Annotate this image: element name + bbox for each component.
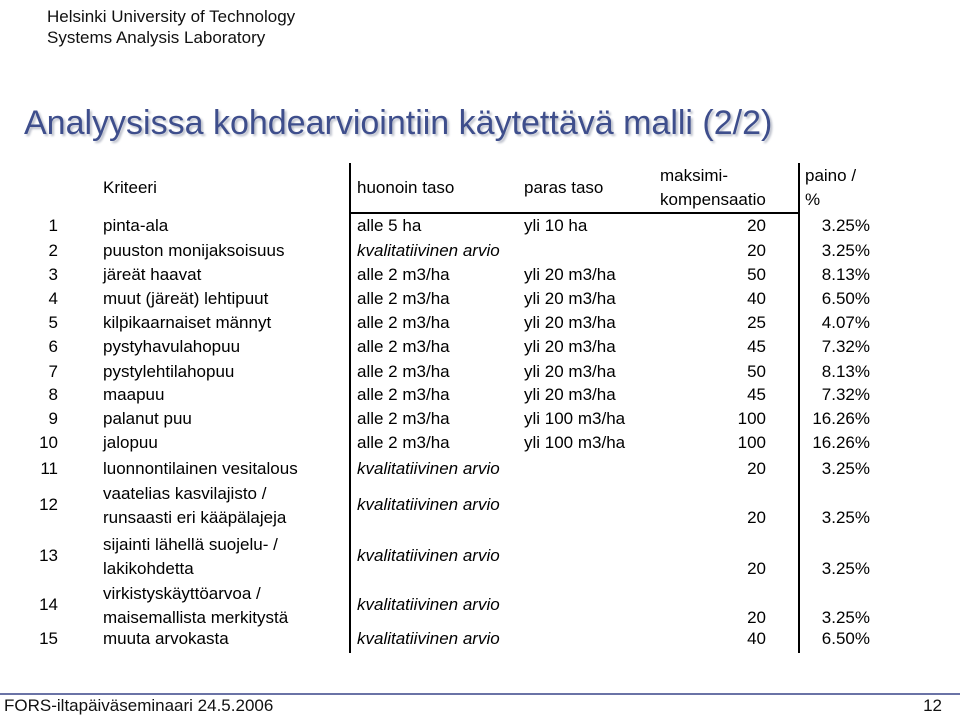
row-worst-level: alle 2 m3/ha [357,362,450,381]
col-header-compensation-line2: kompensaatio [660,190,766,209]
row-criteria: pystylehtilahopuu [103,362,235,381]
row-best-level: yli 20 m3/ha [524,337,616,356]
row-criteria: järeät haavat [103,265,202,284]
row-criteria-line2: lakikohdetta [103,559,194,578]
row-weight: 3.25% [821,216,870,235]
row-number: 15 [39,629,58,648]
row-best-level: yli 20 m3/ha [524,385,616,404]
row-number: 11 [40,459,58,478]
col-header-weight-line2: % [805,190,821,209]
row-weight: 3.25% [821,241,870,260]
table-header-underline [349,212,798,214]
row-worst-level: alle 2 m3/ha [357,433,450,452]
row-weight: 3.25% [821,559,870,578]
row-worst-level: alle 2 m3/ha [357,265,450,284]
col-header-criteria: Kriteeri [103,178,157,197]
row-criteria-line1: virkistyskäyttöarvoa / [103,584,261,603]
row-number: 7 [48,362,58,381]
col-header-best: paras taso [524,178,604,197]
row-criteria-line2: maisemallista merkitystä [103,608,289,627]
row-criteria: palanut puu [103,409,192,428]
row-number: 12 [39,495,58,514]
row-max-compensation: 20 [747,216,766,235]
row-weight: 6.50% [821,289,870,308]
row-number: 10 [39,433,58,452]
row-criteria: maapuu [103,385,165,404]
row-weight: 3.25% [821,608,870,627]
row-worst-level: kvalitatiivinen arvio [357,629,500,648]
table-divider-vertical [349,163,351,653]
row-weight: 8.13% [821,265,870,284]
row-worst-level: kvalitatiivinen arvio [357,241,500,260]
row-criteria-line1: sijainti lähellä suojelu- / [103,535,278,554]
row-worst-level: alle 5 ha [357,216,422,235]
row-criteria: pinta-ala [103,216,169,235]
row-max-compensation: 20 [747,608,766,627]
row-criteria-line1: vaatelias kasvilajisto / [103,484,267,503]
row-number: 2 [48,241,58,260]
row-criteria: muut (järeät) lehtipuut [103,289,269,308]
row-weight: 16.26% [812,409,870,428]
row-worst-level: kvalitatiivinen arvio [357,495,500,514]
row-max-compensation: 20 [747,559,766,578]
row-number: 6 [48,337,58,356]
row-best-level: yli 100 m3/ha [524,409,626,428]
row-worst-level: alle 2 m3/ha [357,409,450,428]
row-worst-level: alle 2 m3/ha [357,313,450,332]
row-max-compensation: 40 [747,289,766,308]
row-best-level: yli 100 m3/ha [524,433,626,452]
row-number: 8 [48,385,58,404]
row-worst-level: alle 2 m3/ha [357,337,450,356]
row-criteria: puuston monijaksoisuus [103,241,285,260]
col-header-weight-line1: paino / [805,166,857,185]
row-criteria-line2: runsaasti eri kääpälajeja [103,508,287,527]
row-weight: 16.26% [812,433,870,452]
row-worst-level: alle 2 m3/ha [357,385,450,404]
row-max-compensation: 45 [747,385,766,404]
row-best-level: yli 20 m3/ha [524,362,616,381]
row-worst-level: kvalitatiivinen arvio [357,546,500,565]
row-worst-level: kvalitatiivinen arvio [357,459,500,478]
row-number: 14 [39,595,58,614]
page-number: 12 [923,696,942,715]
row-worst-level: alle 2 m3/ha [357,289,450,308]
row-best-level: yli 20 m3/ha [524,265,616,284]
row-weight: 7.32% [821,337,870,356]
row-criteria: muuta arvokasta [103,629,229,648]
row-max-compensation: 45 [747,337,766,356]
row-max-compensation: 100 [737,409,766,428]
row-weight: 3.25% [821,459,870,478]
row-number: 5 [48,313,58,332]
row-weight: 3.25% [821,508,870,527]
header-line-university: Helsinki University of Technology [47,7,296,26]
row-criteria: kilpikaarnaiset männyt [103,313,272,332]
row-max-compensation: 20 [747,459,766,478]
row-max-compensation: 20 [747,508,766,527]
footer-event: FORS-iltapäiväseminaari 24.5.2006 [4,696,274,715]
row-criteria: pystyhavulahopuu [103,337,241,356]
row-best-level: yli 10 ha [524,216,588,235]
row-max-compensation: 100 [737,433,766,452]
row-max-compensation: 40 [747,629,766,648]
row-number: 3 [48,265,58,284]
col-header-compensation-line1: maksimi- [660,166,728,185]
row-weight: 4.07% [821,313,870,332]
row-number: 9 [48,409,58,428]
row-criteria: luonnontilainen vesitalous [103,459,298,478]
row-max-compensation: 50 [747,265,766,284]
row-weight: 8.13% [821,362,870,381]
row-criteria: jalopuu [103,433,158,452]
row-number: 4 [48,289,58,308]
row-number: 1 [48,216,58,235]
row-weight: 7.32% [821,385,870,404]
row-worst-level: kvalitatiivinen arvio [357,595,500,614]
header-line-lab: Systems Analysis Laboratory [47,28,266,47]
page-title: Analyysissa kohdearviointiin käytettävä malli (2/2) [24,104,773,142]
row-best-level: yli 20 m3/ha [524,289,616,308]
row-max-compensation: 50 [747,362,766,381]
row-number: 13 [39,546,58,565]
row-max-compensation: 25 [747,313,766,332]
row-max-compensation: 20 [747,241,766,260]
col-header-worst: huonoin taso [357,178,455,197]
row-best-level: yli 20 m3/ha [524,313,616,332]
row-weight: 6.50% [821,629,870,648]
